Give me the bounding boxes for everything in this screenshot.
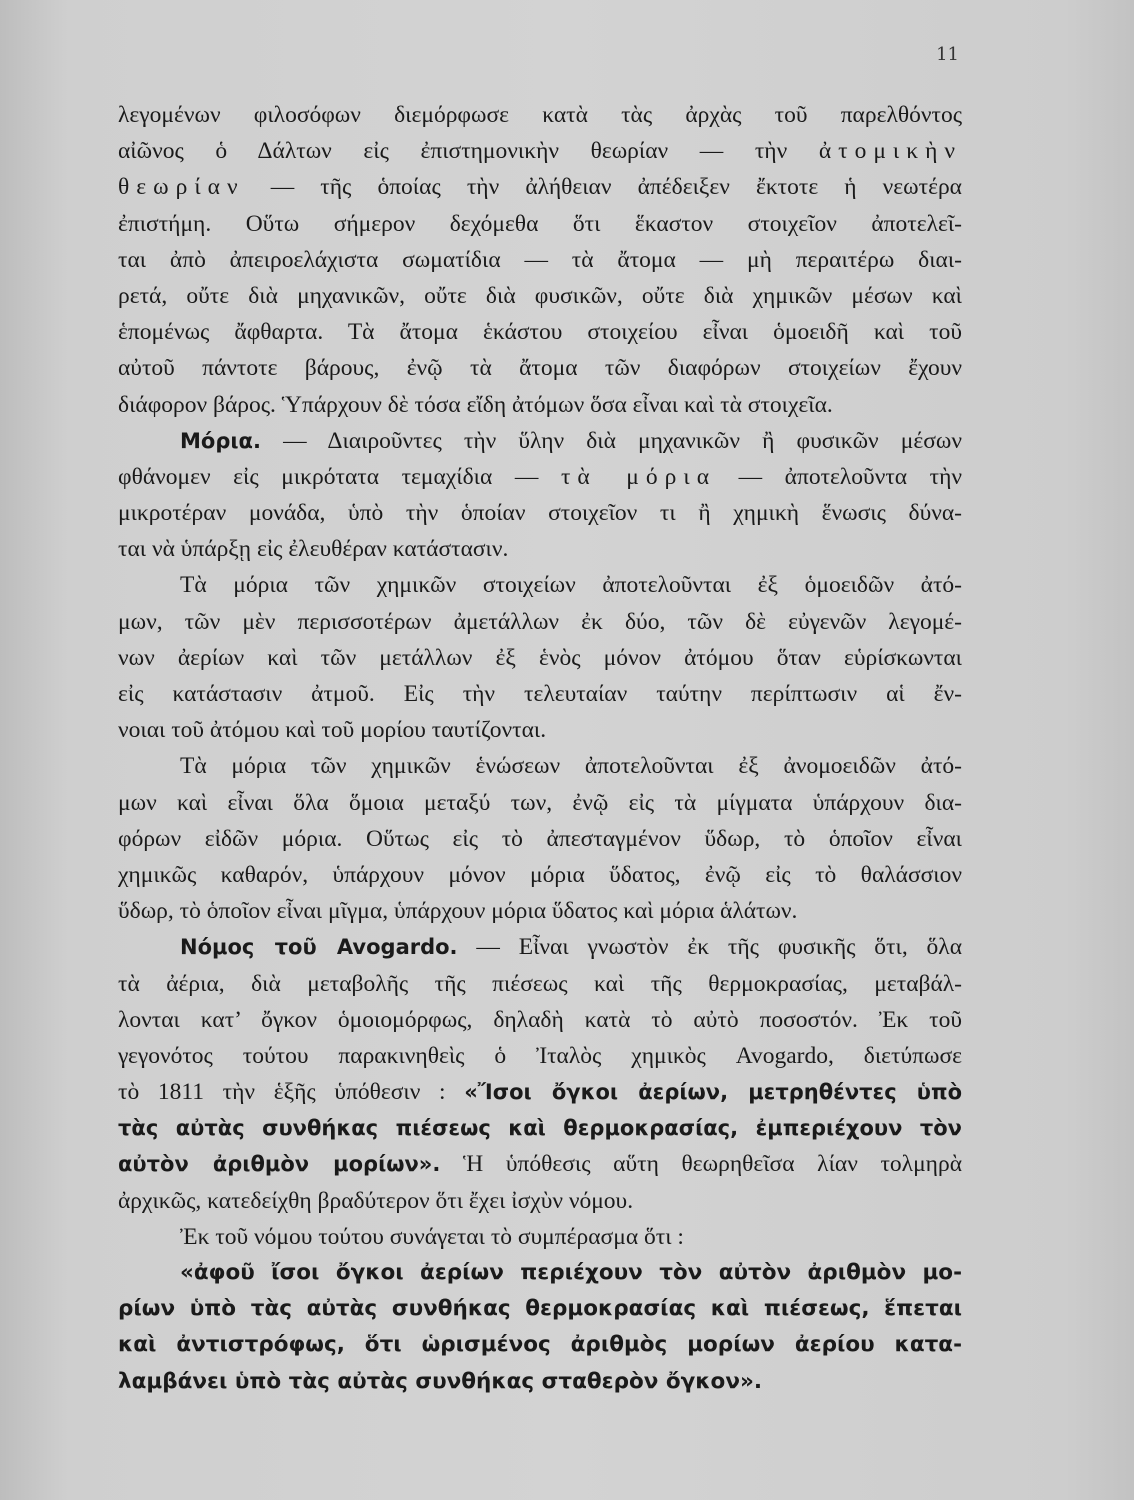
spaced-emphasis: τὰ μόρια	[560, 463, 716, 490]
text-line: τὰ ἀέρια, διὰ μεταβολῆς τῆς πιέσεως καὶ τῆς θερμοκρασίας, μεταβάλ-	[118, 970, 962, 997]
page-number: 11	[936, 44, 959, 65]
text-line: «ἀφοῦ ἴσοι ὄγκοι ἀερίων περιέχουν τὸν αὐτὸν ἀριθμὸν μο-	[180, 1260, 962, 1285]
text-line: αἰῶνος ὁ Δάλτων εἰς ἐπιστημονικὴν θεωρίαν — τὴν ἀτομικὴν	[118, 138, 963, 165]
text-line: εἰς κατάστασιν ἀτμοῦ. Εἰς τὴν τελευταίαν ταύτην περίπτωσιν αἱ ἔν-	[118, 681, 962, 707]
bold-quote: αὐτὸν ἀριθμὸν μορίων».	[118, 1152, 441, 1177]
text-line: διάφορον βάρος. Ὑπάρχουν δὲ τόσα εἴδη ἀτόμων ὅσα εἶναι καὶ τὰ στοιχεῖα.	[118, 391, 833, 418]
text-line: ἀρχικῶς, κατεδείχθη βραδύτερον ὅτι ἔχει ἰσχὺν νόμου.	[118, 1187, 634, 1214]
text-line: ρίων ὑπὸ τὰς αὐτὰς συνθήκας θερμοκρασίας καὶ πιέσεως, ἕπεται	[118, 1296, 962, 1322]
text-line: νοιαι τοῦ ἀτόμου καὶ τοῦ μορίου ταυτίζονται.	[118, 717, 547, 744]
text-line: φόρων εἰδῶν μόρια. Οὕτως εἰς τὸ ἀπεσταγμένον ὕδωρ, τὸ ὁποῖον εἶναι	[118, 825, 962, 852]
text-line: καὶ ἀντιστρόφως, ὅτι ὡρισμένος ἀριθμὸς μορίων ἀερίου κατα-	[118, 1332, 962, 1358]
text-line: ἐπιστήμη. Οὕτω σήμερον δεχόμεθα ὅτι ἕκαστον στοιχεῖον ἀποτελεῖ-	[118, 210, 962, 237]
text-line: ὕδωρ, τὸ ὁποῖον εἶναι μῖγμα, ὑπάρχουν μόρια ὕδατος καὶ μόρια ἁλάτων.	[118, 898, 798, 925]
text-line: μων, τῶν μὲν περισσοτέρων ἀμετάλλων ἐκ δύο, τῶν δὲ εὐγενῶν λεγομέ-	[118, 608, 962, 635]
bold-quote: «Ἴσοι ὄγκοι ἀερίων, μετρηθέντες ὑπὸ	[464, 1080, 963, 1105]
text-line: θεωρίαν — τῆς ὁποίας τὴν ἀλήθειαν ἀπέδειξεν ἔκτοτε ἡ νεωτέρα	[118, 174, 962, 201]
text-line: αὐτὸν ἀριθμὸν μορίων». Ἡ ὑπόθεσις αὕτη θεωρηθεῖσα λίαν τολμηρὰ	[118, 1151, 963, 1178]
text-line: χημικῶς καθαρόν, ὑπάρχουν μόνον μόρια ὕδατος, ἐνῷ εἰς τὸ θαλάσσιον	[118, 861, 962, 888]
body-text	[118, 97, 962, 1400]
text-line: ἑπομένως ἄφθαρτα. Τὰ ἄτομα ἑκάστου στοιχείου εἶναι ὁμοειδῆ καὶ τοῦ	[118, 319, 962, 346]
text-line: λονται κατ’ ὄγκον ὁμοιομόρφως, δηλαδὴ κατὰ τὸ αὐτὸ ποσοστόν. Ἐκ τοῦ	[118, 1006, 962, 1033]
text-line: Νόμος τοῦ Avogardo. — Εἶναι γνωστὸν ἐκ τῆς φυσικῆς ὅτι, ὅλα	[180, 934, 963, 961]
spaced-emphasis: θεωρίαν	[118, 174, 245, 201]
text-line: λεγομένων φιλοσόφων διεμόρφωσε κατὰ τὰς ἀρχὰς τοῦ παρελθόντος	[118, 102, 962, 128]
spaced-emphasis: ἀτομικὴν	[818, 138, 963, 165]
text-line: γεγονότος τούτου παρακινηθεὶς ὁ Ἰταλὸς χημικὸς Avogardo, διετύπωσε	[118, 1042, 962, 1069]
text-line: Ἐκ τοῦ νόμου τούτου συνάγεται τὸ συμπέρασμα ὅτι :	[180, 1223, 684, 1250]
text-line	[118, 1110, 962, 1146]
text-line: ρετά, οὔτε διὰ μηχανικῶν, οὔτε διὰ φυσικῶν, οὔτε διὰ χημικῶν μέσων καὶ	[118, 282, 962, 309]
text-line: μικροτέραν μονάδα, ὑπὸ τὴν ὁποίαν στοιχεῖον τι ἢ χημικὴ ἕνωσις δύνα-	[118, 500, 962, 527]
text-line: Τὰ μόρια τῶν χημικῶν ἑνώσεων ἀποτελοῦνται ἐξ ἀνομοειδῶν ἀτό-	[180, 753, 962, 780]
text-line: Τὰ μόρια τῶν χημικῶν στοιχείων ἀποτελοῦνται ἐξ ὁμοειδῶν ἀτό-	[180, 572, 962, 599]
text-line: λαμβάνει ὑπὸ τὰς αὐτὰς συνθήκας σταθερὸν ὄγκον».	[118, 1368, 763, 1394]
text-line: τὸ 1811 τὴν ἑξῆς ὑπόθεσιν : «Ἴσοι ὄγκοι ἀερίων, μετρηθέντες ὑπὸ	[118, 1079, 963, 1106]
section-heading-avogardo: Νόμος τοῦ Avogardo.	[180, 935, 458, 960]
bold-quote: τὰς αὐτὰς συνθήκας πιέσεως καὶ θερμοκρασίας, ἐμπεριέχουν τὸν	[118, 1116, 962, 1141]
text-line: Μόρια. — Διαιροῦντες τὴν ὕλην διὰ μηχανικῶν ἢ φυσικῶν μέσων	[180, 427, 962, 454]
text-line: ται νὰ ὑπάρξῃ εἰς ἐλευθέραν κατάστασιν.	[118, 536, 509, 563]
text-line: νων ἀερίων καὶ τῶν μετάλλων ἐξ ἑνὸς μόνον ἀτόμου ὅταν εὑρίσκωνται	[118, 644, 962, 671]
text-line: ται ἀπὸ ἀπειροελάχιστα σωματίδια — τὰ ἄτομα — μὴ περαιτέρω διαι-	[118, 246, 962, 273]
text-line: μων καὶ εἶναι ὅλα ὅμοια μεταξύ των, ἐνῷ εἰς τὰ μίγματα ὑπάρχουν δια-	[118, 789, 962, 816]
section-heading-moria: Μόρια.	[180, 428, 261, 453]
text-line: αὐτοῦ πάντοτε βάρους, ἐνῷ τὰ ἄτομα τῶν διαφόρων στοιχείων ἔχουν	[118, 355, 962, 382]
text-line: φθάνομεν εἰς μικρότατα τεμαχίδια — τὰ μόρια — ἀποτελοῦντα τὴν	[118, 463, 963, 490]
